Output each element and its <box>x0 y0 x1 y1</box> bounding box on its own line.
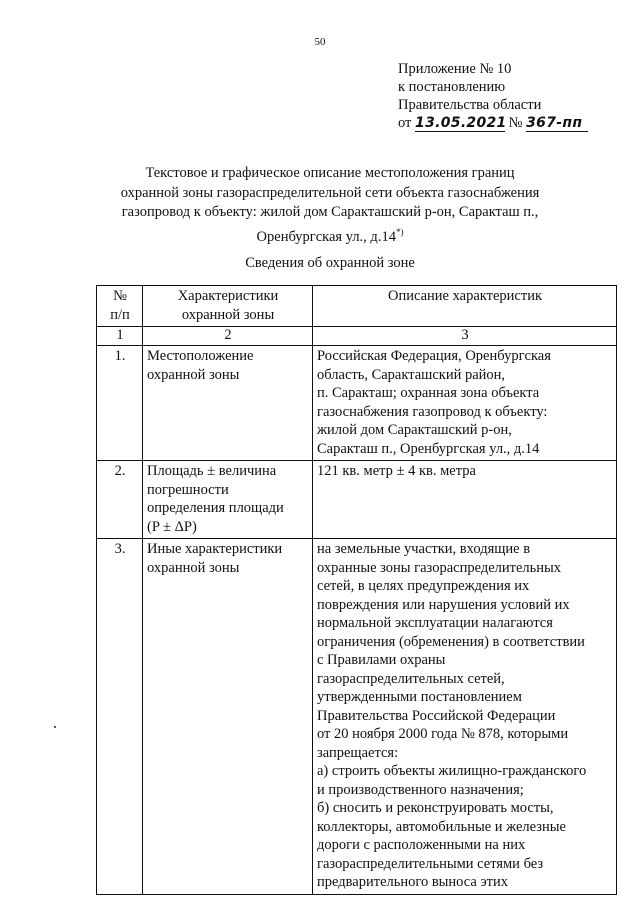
appendix-line-1: Приложение № 10 <box>398 61 512 77</box>
scan-speck <box>54 726 56 728</box>
footnote-mark: *) <box>395 226 404 237</box>
table-row <box>97 461 617 539</box>
protection-zone-table <box>96 285 617 895</box>
table-row <box>97 346 617 461</box>
title-line-1: Текстовое и графическое описание местоположения границ <box>145 165 515 181</box>
header-characteristic: Характеристики охранной зоны <box>143 286 313 327</box>
number-label: № <box>508 115 523 131</box>
row-description: Российская Федерация, Оренбургская область, Саракташский район, п. Саракташ; охранная зона объекта газоснабжения газопровод к объекту: жилой дом Саракташский р-он, Саракташ п., Оренбургская ул., д.14 <box>313 346 617 461</box>
table-column-numbers-row <box>97 327 617 346</box>
row-characteristic: Местоположение охранной зоны <box>143 346 313 461</box>
title-line-3: газопровод к объекту: жилой дом Саракташский р-он, Саракташ п., <box>121 204 539 220</box>
page-number: 50 <box>314 36 326 48</box>
title-line-4-text: Оренбургская ул., д.14 <box>256 228 396 245</box>
column-number-2: 2 <box>143 327 313 346</box>
row-characteristic: Площадь ± величина погрешности определения площади (P ± ΔP) <box>143 461 313 539</box>
header-no: № п/п <box>97 286 143 327</box>
handwritten-date: 13.05.2021 <box>415 115 507 131</box>
column-number-1: 1 <box>97 327 143 346</box>
document-title <box>100 164 560 247</box>
handwritten-number: 367-пп <box>526 116 588 132</box>
from-label: от <box>398 115 412 131</box>
row-characteristic: Иные характеристики охранной зоны <box>143 539 313 895</box>
appendix-line-2: к постановлению <box>398 79 506 95</box>
header-description: Описание характеристик <box>313 286 617 327</box>
table-header-row <box>97 286 617 327</box>
row-number: 1. <box>97 346 143 461</box>
row-number: 2. <box>97 461 143 539</box>
title-line-4 <box>100 223 560 247</box>
row-description: 121 кв. метр ± 4 кв. метра <box>313 461 617 539</box>
row-number: 3. <box>97 539 143 895</box>
appendix-line-3: Правительства области <box>398 97 542 113</box>
appendix-block <box>398 60 588 132</box>
row-description: на земельные участки, входящие в охранные зоны газораспределительных сетей, в целях предупреждения их повреждения или нарушения условий их нормальной эксплуатации налагаются ограничения (обременения) в соответствии с Правилами охраны газораспределительных сетей, утвержденными постановлением Правительства Российской Федерации от 20 ноября 2000 года № 878, которыми запрещается: а) строить объекты жилищно-гражданского и производственного назначения; б) сносить и реконструировать мосты, коллекторы, автомобильные и железные дороги с расположенными на них газораспределительными сетями без предварительного выноса этих <box>313 539 617 895</box>
title-line-2: охранной зоны газораспределительной сети объекта газоснабжения <box>120 184 540 201</box>
appendix-line-4 <box>398 114 588 132</box>
column-number-3: 3 <box>313 327 617 346</box>
table-row <box>97 539 617 895</box>
section-title: Сведения об охранной зоне <box>245 255 415 271</box>
